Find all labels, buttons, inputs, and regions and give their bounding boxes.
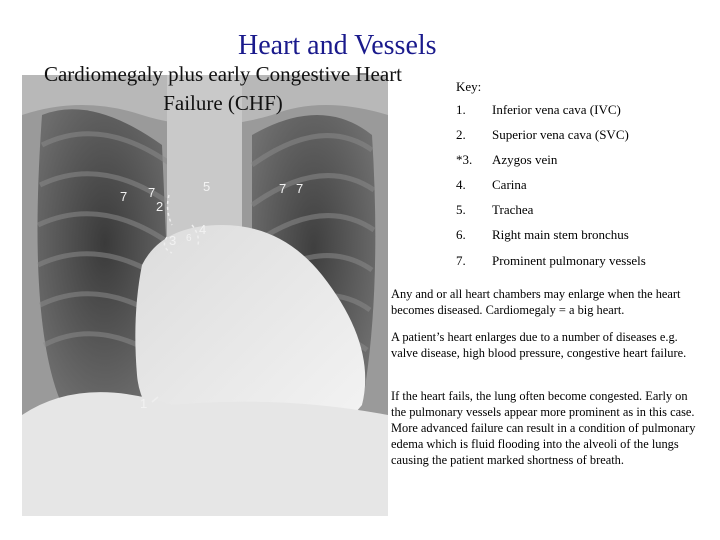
key-item-number: 4.: [456, 177, 466, 192]
xray-label-4: 4: [199, 222, 207, 237]
slide-title: Heart and Vessels: [238, 30, 437, 61]
xray-label-5: 5: [203, 179, 211, 194]
xray-label-7b: 7: [148, 185, 156, 200]
chest-xray-image: [22, 75, 388, 516]
key-item-label: Inferior vena cava (IVC): [492, 102, 621, 117]
key-item-number: 1.: [456, 102, 466, 117]
xray-label-3: 3: [169, 233, 177, 248]
key-item-label: Right main stem bronchus: [492, 227, 629, 242]
key-item-number: 6.: [456, 227, 466, 242]
key-item-label: Superior vena cava (SVC): [492, 127, 629, 142]
xray-label-2: 2: [156, 199, 164, 214]
key-item-number: *3.: [456, 152, 473, 167]
key-item-label: Prominent pulmonary vessels: [492, 253, 646, 268]
xray-label-6: 6: [186, 233, 192, 244]
note-paragraph-1: Any and or all heart chambers may enlarge when the heart becomes diseased. Cardiomegaly = a big heart.: [391, 287, 681, 317]
xray-label-1: 1: [140, 396, 148, 411]
xray-drawing: [22, 75, 388, 516]
key-item-number: 7.: [456, 253, 466, 268]
key-item-label: Azygos vein: [492, 152, 558, 167]
xray-label-7a: 7: [120, 189, 128, 204]
note-paragraph-2: A patient’s heart enlarges due to a number of diseases e.g. valve disease, high blood pressure, congestive heart failure.: [391, 330, 687, 360]
slide-subtitle: Cardiomegaly plus early Congestive Heart Failure (CHF): [43, 62, 403, 115]
xray-label-7d: 7: [296, 181, 304, 196]
key-item-number: 2.: [456, 127, 466, 142]
key-item-label: Trachea: [492, 202, 534, 217]
xray-label-7c: 7: [279, 181, 287, 196]
key-item-number: 5.: [456, 202, 466, 217]
key-item-label: Carina: [492, 177, 527, 192]
note-paragraph-3: If the heart fails, the lung often become congested. Early on the pulmonary vessels appear more prominent as in this case. More advanced failure can result in a condition of pulmonary edema which is fluid flooding into the alveoli of the lungs causing the patient marked shortness of breath.: [391, 389, 696, 467]
key-heading: Key:: [456, 79, 482, 94]
